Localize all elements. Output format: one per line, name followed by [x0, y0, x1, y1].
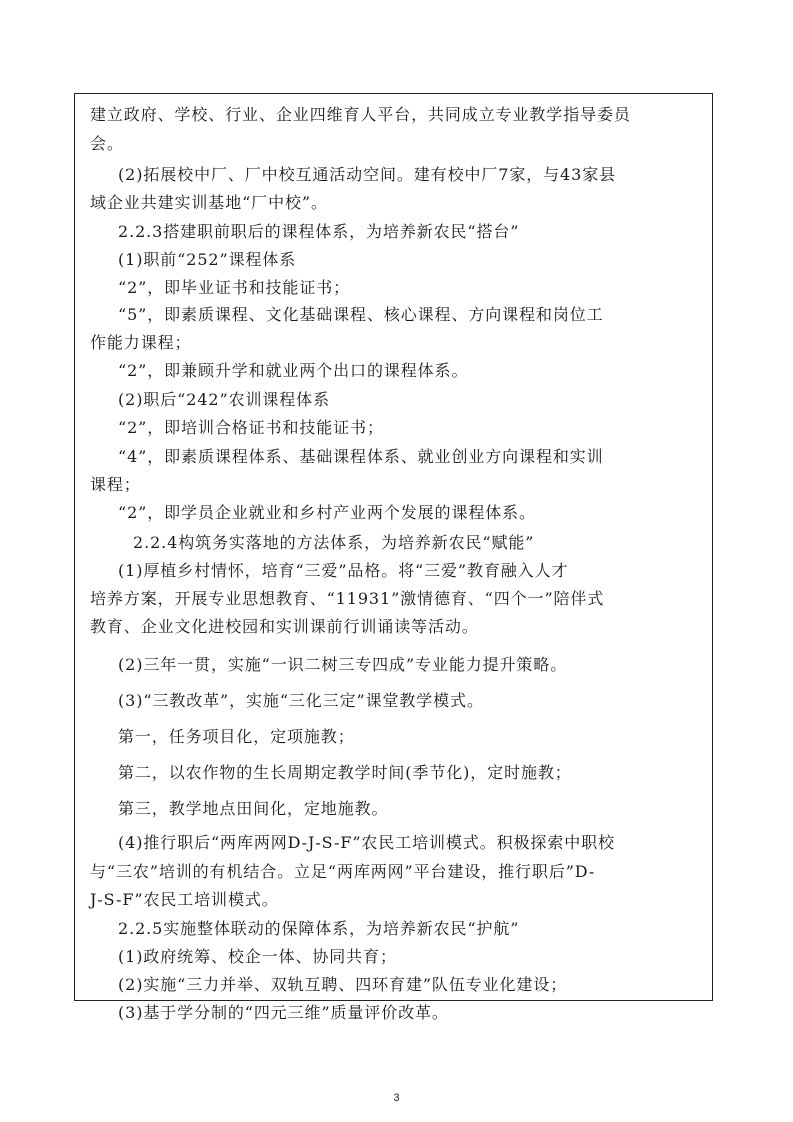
- text-line: (2)职后“242”农训课程体系: [118, 390, 330, 409]
- text-line: (1)政府统筹、校企一体、协同共育；: [118, 947, 397, 966]
- text-line: (4)推行职后“两库两网D-J-S-F”农民工培训模式。积极探索中职校: [118, 833, 615, 852]
- text-line: (3)“三教改革”，实施“三化三定”课堂教学模式。: [118, 691, 484, 710]
- text-line: 域企业共建实训基地“厂中校”。: [90, 193, 328, 212]
- text-line: 作能力课程；: [90, 333, 192, 352]
- text-line: 第三，教学地点田间化，定地施教。: [118, 799, 389, 818]
- text-line: 第一，任务项目化，定项施教；: [118, 727, 355, 746]
- text-line: (2)实施“三力并举、双轨互聘、四环育建”队伍专业化建设；: [118, 975, 568, 994]
- text-line: 培养方案，开展专业思想教育、“11931”激情德育、“四个一”陪伴式: [90, 589, 605, 608]
- section-heading: 2.2.4构筑务实落地的方法体系，为培养新农民“赋能”: [133, 533, 535, 552]
- text-line: 课程；: [90, 475, 141, 494]
- text-line: (1)职前“252”课程体系: [118, 250, 297, 269]
- text-line: 第二，以农作物的生长周期定教学时间(季节化)，定时施教；: [118, 763, 572, 782]
- text-line: “2”，即培训合格证书和技能证书；: [118, 418, 384, 437]
- text-line: J-S-F”农民工培训模式。: [90, 890, 279, 909]
- text-line: “5”，即素质课程、文化基础课程、核心课程、方向课程和岗位工: [118, 305, 604, 324]
- text-line: “2”，即兼顾升学和就业两个出口的课程体系。: [118, 361, 469, 380]
- text-line: 建立政府、学校、行业、企业四维育人平台，共同成立专业教学指导委员: [90, 105, 631, 124]
- text-line: 教育、企业文化进校园和实训课前行训诵读等活动。: [90, 617, 479, 636]
- text-line: “2”，即毕业证书和技能证书；: [118, 278, 351, 297]
- text-line: 会。: [90, 134, 124, 153]
- scan-watermark: [111, 54, 158, 83]
- text-line: (3)基于学分制的“四元三维”质量评价改革。: [118, 1003, 449, 1022]
- text-line: 与“三农”培训的有机结合。立足“两库两网”平台建设，推行职后”D-: [90, 862, 596, 881]
- section-heading: 2.2.5实施整体联动的保障体系，为培养新农民“护航”: [118, 919, 520, 938]
- text-line: (2)三年一贯，实施“一识二树三专四成”专业能力提升策略。: [118, 655, 568, 674]
- section-heading: 2.2.3搭建职前职后的课程体系，为培养新农民“搭台”: [118, 222, 520, 241]
- text-line: (1)厚植乡村情怀，培育“三爱”品格。将“三爱”教育融入人才: [118, 561, 569, 580]
- text-line: (2)拓展校中厂、厂中校互通活动空间。建有校中厂7家，与43家县: [118, 165, 617, 184]
- text-line: “2”，即学员企业就业和乡村产业两个发展的课程体系。: [118, 503, 536, 522]
- text-line: “4”，即素质课程体系、基础课程体系、就业创业方向课程和实训: [118, 447, 604, 466]
- page-number: 3: [393, 1092, 400, 1104]
